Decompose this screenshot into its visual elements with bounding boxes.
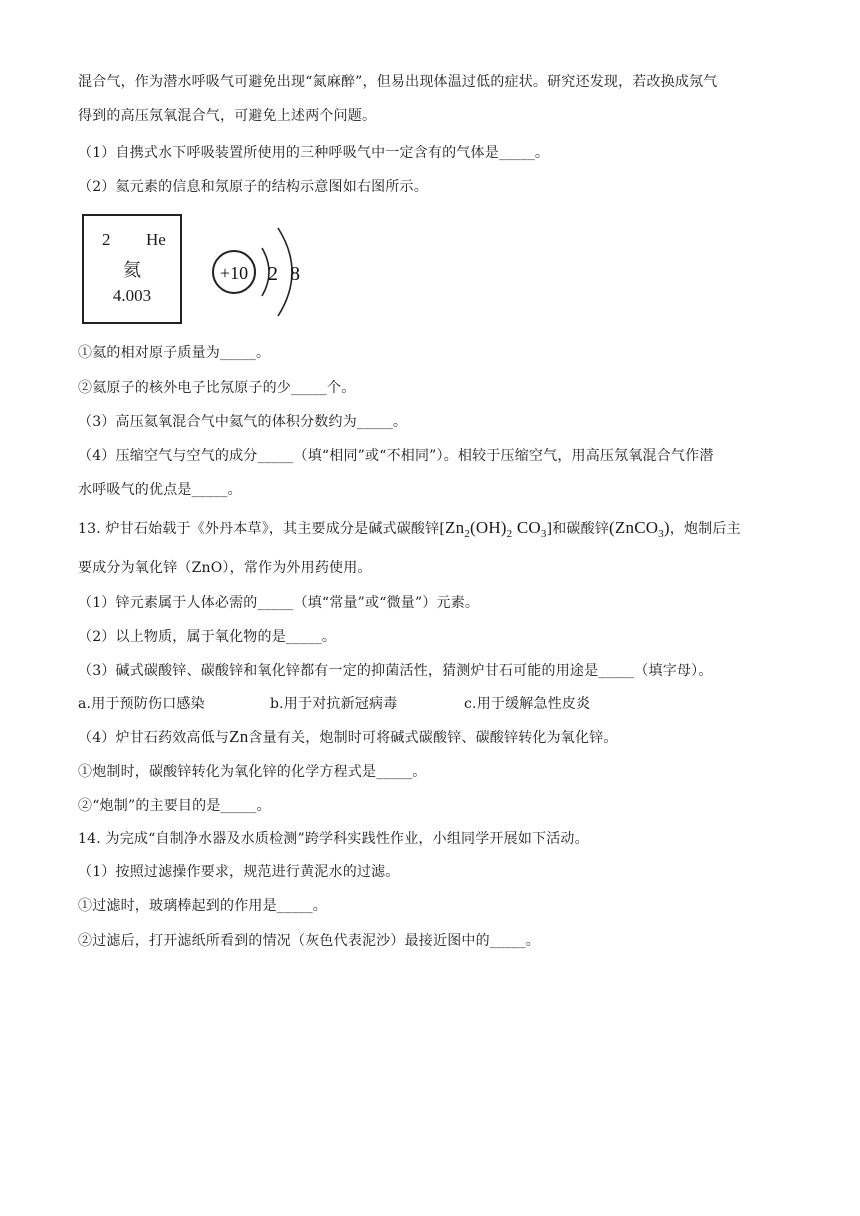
formula-sub: 3 (658, 528, 664, 540)
q12-sub-2: ②氦原子的核外电子比氖原子的少_____个。 (78, 380, 356, 396)
q12-sub-1: ①氦的相对原子质量为_____。 (78, 345, 271, 361)
atomic-mass: 4.003 (112, 286, 152, 305)
formula-sub: 2 (506, 528, 513, 540)
q13-part-4 (78, 727, 618, 748)
shell-2-electrons: 8 (290, 263, 300, 285)
q12-part-1: （1）自携式水下呼吸装置所使用的三种呼吸气中一定含有的气体是_____。 (78, 145, 550, 161)
formula-paren: ) (663, 518, 670, 537)
neon-atom-structure-diagram (206, 212, 316, 332)
q14-stem: 14. 为完成“自制净水器及水质检测”跨学科实践性作业，小组同学开展如下活动。 (78, 831, 589, 847)
q12-part-4-line-1: （4）压缩空气与空气的成分_____（填“相同”或“不相同”）。相较于压缩空气，用高压氖氧混合气作潜 (78, 448, 714, 464)
q13-options (78, 694, 778, 714)
formula-znco: ZnCO (614, 518, 659, 537)
formula-zn: Zn (444, 518, 465, 537)
q12-part-2: （2）氦元素的信息和氖原子的结构示意图如右图所示。 (78, 179, 428, 195)
q13-part-3: （3）碱式碳酸锌、碳酸锌和氧化锌都有一定的抑菌活性，猜测炉甘石可能的用途是_____（填字母）。 (78, 663, 713, 679)
q13-stem-line-1 (78, 518, 741, 544)
element-name: 氦 (123, 260, 141, 280)
q13-part-1: （1）锌元素属于人体必需的_____（填“常量”或“微量”）元素。 (78, 595, 480, 611)
q13-stem-text-a: 13. 炉甘石始载于《外丹本草》，其主要成分是碱式碳酸锌[ (78, 521, 445, 537)
option-c: c.用于缓解急性皮炎 (464, 696, 591, 712)
atomic-number: 2 (102, 230, 111, 249)
formula-oh: (OH) (469, 518, 507, 537)
q13-part-2: （2）以上物质，属于氧化物的是_____。 (78, 629, 337, 645)
formula-sub: 2 (464, 528, 470, 540)
q13-sub-1: ①炮制时，碳酸锌转化为氧化锌的化学方程式是_____。 (78, 764, 427, 780)
helium-element-card (82, 214, 182, 324)
q13-stem-text-b: ]和碳酸锌 (546, 521, 610, 537)
formula-sub: 3 (540, 528, 547, 540)
zn-symbol: Zn (229, 727, 249, 746)
formula-co: CO (516, 518, 541, 537)
formula-paren: ( (609, 518, 615, 537)
basic-zinc-carbonate-formula (444, 518, 547, 540)
intro-line-1: 混合气，作为潜水呼吸气可避免出现“氮麻醉”，但易出现体温过低的症状。研究还发现，若改换成氖气 (78, 74, 718, 90)
q12-part-4-line-2: 水呼吸气的优点是_____。 (78, 482, 242, 498)
q12-part-3: （3）高压氦氧混合气中氦气的体积分数约为_____。 (78, 414, 408, 430)
q13-stem-text-c: ，炮制后主 (669, 521, 741, 537)
q14-part-1: （1）按照过滤操作要求，规范进行黄泥水的过滤。 (78, 864, 400, 880)
intro-line-2: 得到的高压氖氧混合气，可避免上述两个问题。 (78, 108, 377, 124)
option-a: a.用于预防伤口感染 (78, 696, 205, 712)
element-symbol: He (146, 230, 166, 249)
q13-sub-2: ②“炮制”的主要目的是_____。 (78, 798, 271, 814)
nucleus-charge: +10 (219, 263, 249, 283)
q14-sub-2: ②过滤后，打开滤纸所看到的情况（灰色代表泥沙）最接近图中的_____。 (78, 933, 540, 949)
shell-1-electrons: 2 (268, 263, 278, 285)
q13-stem-line-2: 要成分为氧化锌（ZnO），常作为外用药使用。 (78, 560, 372, 576)
option-b: b.用于对抗新冠病毒 (270, 696, 398, 712)
q13-part-4-text-a: （4）炉甘石药效高低与 (78, 730, 230, 746)
q13-part-4-text-b: 含量有关，炮制时可将碱式碳酸锌、碳酸锌转化为氧化锌。 (248, 730, 618, 746)
q14-sub-1: ①过滤时，玻璃棒起到的作用是_____。 (78, 898, 327, 914)
zinc-carbonate-formula (609, 518, 670, 540)
